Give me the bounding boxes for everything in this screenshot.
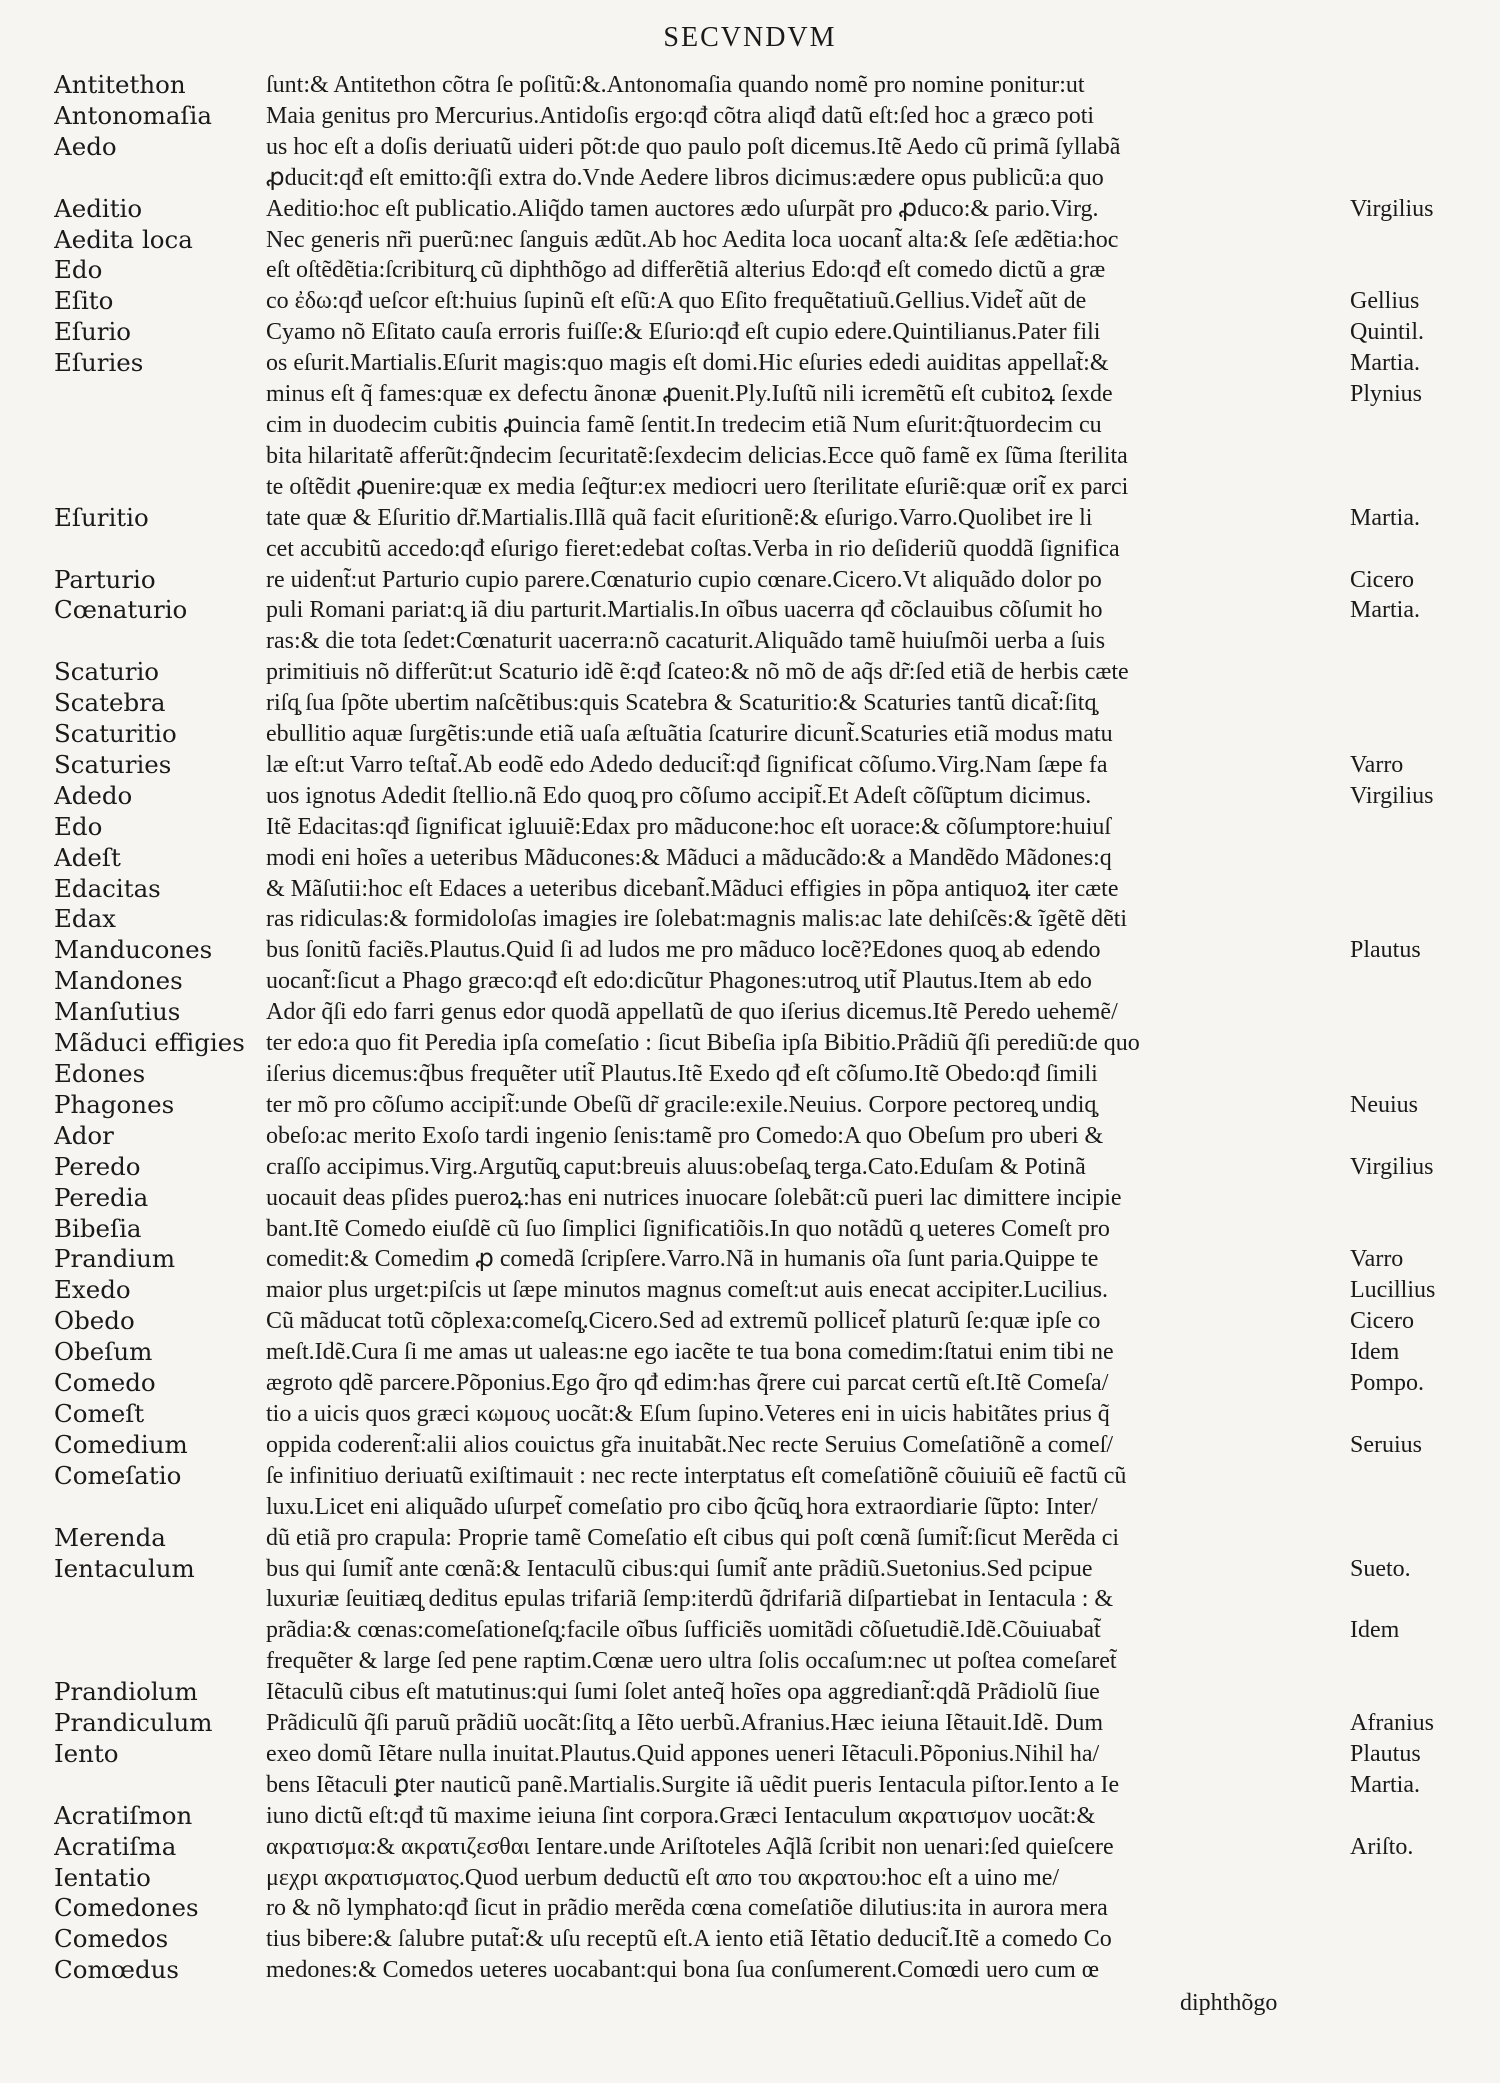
margin-note: Idem [1350,1339,1400,1366]
body-text: ꝓducit:qđ eſt emitto:q̃ſi extra do.Vnde Aedere libros dicimus:ædere opus publicũ:a quo [266,164,1104,191]
text-line [0,1275,1500,1306]
text-line [0,1368,1500,1399]
body-text: cim in duodecim cubitis ꝓuincia famẽ ſentit.In tredecim etiã Num eſurit:q̃tuordecim cu [266,411,1102,438]
margin-term: Peredia [54,1182,149,1212]
text-line [0,1399,1500,1430]
margin-term: Ador [54,1120,114,1150]
text-line [0,1244,1500,1275]
body-text: prãdia:& cœnas:comeſationeſq̧:facile oĩbus ſufficiẽs uomitãdi cõſuetudiẽ.Idẽ.Cõuiuabat̃ [266,1617,1101,1644]
body-text: μεχρι ακρατισματος.Quod uerbum deductũ eſt απο του ακρατου:hoc eſt a uino me/ [266,1864,1060,1891]
body-text: Ador q̃ſi edo farri genus edor quodã appellatũ de quo iſerius dicemus.Itẽ Peredo uehemẽ/ [266,999,1118,1026]
text-line [0,101,1500,132]
margin-note: Plynius [1350,381,1423,408]
body-text: tius bibere:& ſalubre putat̃:& uſu receptũ eſt.A iento etiã Iẽtatio deducit̃.Itẽ a comedo Co [266,1926,1112,1953]
body-text: frequẽter & large ſed pene raptim.Cœnæ uero ultra ſolis occaſum:nec ut poſtea comeſaret̃ [266,1648,1117,1675]
margin-note: Martia. [1350,350,1420,377]
margin-term: Exedo [54,1275,131,1305]
text-line [0,1492,1500,1523]
margin-term: Edo [54,811,103,841]
body-text: Aeditio:hoc eſt publicatio.Aliq̃do tamen auctores ædo uſurpãt pro ꝓduco:& pario.Virg. [266,195,1099,222]
margin-note: Martia. [1350,1771,1420,1798]
margin-note: Ariſto. [1350,1833,1414,1860]
body-text: co ἐδω:qđ ueſcor eſt:huius ſupinũ eſt eſũ:A quo Eſito frequẽtatiuũ.Gellius.Videt̃ aũt de [266,288,1087,315]
text-line [0,410,1500,441]
margin-note: Neuius [1350,1091,1418,1118]
margin-term: Eſuritio [54,502,149,532]
body-text: læ eſt:ut Varro teſtat̃.Ab eodẽ edo Adedo deducit̃:qđ ſignificat cõſumo.Virg.Nam ſæpe fa [266,751,1108,778]
body-text: bus qui ſumit̃ ante cœnã:& Ientaculũ cibus:qui ſumit̃ ante prãdiũ.Suetonius.Sed pcipue [266,1555,1093,1582]
text-line [0,874,1500,905]
text-line [0,626,1500,657]
margin-term: Ientatio [54,1862,151,1892]
body-text: obeſo:ac merito Exoſo tardi ingenio ſenis:tamẽ pro Comedo:A quo Obeſum pro uberi & [266,1122,1104,1149]
text-line [0,688,1500,719]
body-text: Cũ mãducat totũ cõplexa:comeſq̧.Cicero.Sed ad extremũ pollicet̃ platurũ ſe:quæ ipſe co [266,1308,1101,1335]
text-line [0,163,1500,194]
body-text: us hoc eſt a doſis deriuatũ uideri põt:de quo paulo poſt dicemus.Itẽ Aedo cũ primã ſyllabã [266,133,1121,160]
margin-term: Adedo [54,780,133,810]
margin-term: Acratiſmon [54,1800,193,1830]
text-line [0,1863,1500,1894]
text-line [0,255,1500,286]
body-text: bus ſonitũ faciẽs.Plautus.Quid ſi ad ludos me pro mãduco locẽ?Edones quoq̧ ab edendo [266,937,1101,964]
margin-term: Prandiculum [54,1708,213,1738]
margin-term: Cœnaturio [54,595,188,625]
body-text: ter edo:a quo fit Peredia ipſa comeſatio : ſicut Bibeſia ipſa Bibitio.Prãdiũ q̃ſi perediũ:de quo [266,1030,1140,1057]
body-text: ras ridiculas:& formidoloſas imagies ire ſolebat:magnis malis:ac late dehiſcẽs:& ĩgẽtẽ dẽti [266,906,1128,933]
body-text: ras:& die tota ſedet:Cœnaturit uacerra:nõ cacaturit.Aliquãdo tamẽ huiuſmõi uerba a ſuis [266,628,1106,655]
text-line [0,503,1500,534]
text-line [0,719,1500,750]
body-text: bita hilaritatẽ afferũt:q̃ndecim ſecuritatẽ:ſexdecim delicias.Ecce quõ famẽ ex ſũma ſterilita [266,442,1128,469]
margin-term: Edax [54,904,116,934]
text-line [0,595,1500,626]
margin-note: Idem [1350,1617,1400,1644]
body-text: riſq̧ ſua ſpõte ubertim naſcẽtibus:quis Scatebra & Scaturitio:& Scaturies tantũ dicat̃:ſitq̧ [266,690,1097,717]
running-head: SECVNDVM [663,22,837,53]
body-text: Iẽtaculũ cibus eſt matutinus:qui ſumi ſolet anteq̃ hoĩes opa aggrediant̃:qdã Prãdiolũ ſiue [266,1679,1100,1706]
margin-term: Eſito [54,286,114,316]
body-text: ægroto qdẽ parcere.Põponius.Ego q̃ro qđ edim:has q̃rere cui parcat certũ eſt.Itẽ Comeſa/ [266,1370,1109,1397]
text-line [0,1739,1500,1770]
margin-term: Scaturitio [54,719,177,749]
body-text: luxuriæ ſeuitiæq̧ deditus epulas trifariã ſemp:iterdũ q̃drifariã diſpartiebat in Ientacula : & [266,1586,1114,1613]
text-line [0,812,1500,843]
text-line [0,194,1500,225]
body-text: bant.Itẽ Comedo eiuſdẽ cũ ſuo ſimplici ſignificatiõis.In quo notãdũ q̧ ueteres Comeſt pro [266,1215,1110,1242]
margin-term: Scatebra [54,688,166,718]
margin-term: Mandones [54,966,183,996]
text-line [0,379,1500,410]
text-line [0,1615,1500,1646]
margin-term: Adeſt [54,842,121,872]
margin-note: Afranius [1350,1710,1434,1737]
margin-term: Edones [54,1059,146,1088]
text-line [0,750,1500,781]
margin-term: Manſutius [54,997,181,1027]
body-text: oppida coderent̃:alii alios couictus gr̃a inuitabãt.Nec recte Seruius Comeſatiõnẽ a comeſ/ [266,1431,1114,1458]
margin-term: Prandiolum [54,1677,198,1707]
margin-term: Ientaculum [54,1553,195,1583]
body-text: ter mõ pro cõſumo accipit̃:unde Obeſũ dr̃ gracile:exile.Neuius. Corpore pectoreq̧ undiq̧ [266,1091,1097,1118]
text-line [0,1801,1500,1832]
text-line [0,1893,1500,1924]
margin-term: Merenda [54,1522,166,1552]
body-text: primitiuis nõ differũt:ut Scaturio idẽ ẽ:qđ ſcateo:& nõ mõ de aq̃s dr̃:ſed etiã de herbis cæte [266,659,1129,686]
text-line [0,1430,1500,1461]
text-line [0,1337,1500,1368]
margin-term: Comedium [54,1429,188,1459]
body-text: Cyamo nõ Eſitato cauſa erroris fuiſſe:& Eſurio:qđ eſt cupio edere.Quintilianus.Pater fili [266,319,1101,346]
margin-note: Varro [1350,1246,1404,1273]
margin-note: Virgilius [1350,195,1434,222]
text-line [0,1554,1500,1585]
text-line [0,1523,1500,1554]
text-line [0,1152,1500,1183]
text-line [0,1183,1500,1214]
text-line [0,935,1500,966]
margin-term: Obedo [54,1306,135,1336]
margin-term: Comedones [54,1893,199,1923]
text-line [0,70,1500,101]
text-line [0,225,1500,256]
body-text: ακρατισμα:& ακρατιζεσθαι Ientare.unde Ariſtoteles Aq̃lã ſcribit non uenari:ſed quieſcere [266,1833,1114,1860]
catchword: diphthõgo [1180,1990,1278,2016]
text-line [0,472,1500,503]
margin-note: Cicero [1350,566,1414,593]
text-line [0,534,1500,565]
body-text: Nec generis nr̃i puerũ:nec ſanguis ædũt.Ab hoc Aedita loca uocant̃ alta:& ſeſe ædẽtia:hoc [266,226,1119,253]
text-line [0,997,1500,1028]
margin-note: Seruius [1350,1431,1422,1458]
margin-term: Comœdus [54,1955,179,1985]
body-text: exeo domũ Iẽtare nulla inuitat.Plautus.Quid appones ueneri Iẽtaculi.Põponius.Nihil ha/ [266,1740,1100,1767]
body-text: maior plus urget:piſcis ut ſæpe minutos magnus comeſt:ut auis enecat accipiter.Lucilius. [266,1277,1109,1304]
margin-term: Peredo [54,1151,141,1181]
body-text: craſſo accipimus.Virg.Argutũq̧ caput:breuis aluus:obeſaq̧ terga.Cato.Eduſam & Potinã [266,1153,1086,1180]
margin-note: Cicero [1350,1308,1414,1335]
text-line [0,843,1500,874]
margin-note: Sueto. [1350,1555,1411,1582]
body-text: ro & nõ lymphato:qđ ſicut in prãdio merẽda cœna comeſatiõe dilutius:ita in aurora mera [266,1895,1108,1922]
margin-term: Scaturio [54,657,160,687]
body-text: puli Romani pariat:q̧ iã diu parturit.Martialis.In oĩbus uacerra qđ cõclauibus cõſumit ho [266,597,1103,624]
body-text: re uident̃:ut Parturio cupio parere.Cœnaturio cupio cœnare.Cicero.Vt aliquãdo dolor po [266,566,1102,593]
text-block [0,70,1500,1986]
margin-note: Virgilius [1350,782,1434,809]
text-line [0,1646,1500,1677]
text-line [0,781,1500,812]
body-text: eſt oſtẽdẽtia:ſcribiturq̧ cũ diphthõgo ad differẽtiã alterius Edo:qđ eſt comedo dictũ a græ [266,257,1106,284]
text-line [0,1059,1500,1090]
body-text: & Mãſutii:hoc eſt Edaces a ueteribus dicebant̃.Mãduci effigies in põpa antiquoꝝ iter cæte [266,875,1119,902]
margin-term: Prandium [54,1244,176,1274]
body-text: uos ignotus Adedit ſtellio.nã Edo quoq̧ pro cõſumo accipit̃.Et Adeſt cõſũptum dicimus. [266,782,1092,809]
body-text: medones:& Comedos ueteres uocabant:qui bona ſua conſumerent.Comœdi uero cum œ [266,1957,1100,1984]
text-line [0,132,1500,163]
margin-term: Aedita loca [54,224,193,254]
body-text: uocauit deas pſides pueroꝝ:has eni nutrices inuocare ſolebãt:cũ pueri lac dimittere incipie [266,1184,1122,1211]
margin-term: Mãduci effigies [54,1028,245,1058]
margin-term: Comedos [54,1924,169,1954]
margin-term: Edo [54,255,103,285]
margin-term: Parturio [54,564,156,594]
margin-note: Lucillius [1350,1277,1436,1304]
margin-term: Comeſt [54,1398,145,1428]
body-text: Itẽ Edacitas:qđ ſignificat igluuiẽ:Edax pro mãducone:hoc eſt uorace:& cõſumptore:huiuſ [266,813,1112,840]
body-text: ſunt:& Antitethon cõtra ſe poſitũ:&.Antonomaſia quando nomẽ pro nomine ponitur:ut [266,72,1085,98]
margin-term: Edacitas [54,873,161,903]
body-text: ebullitio aquæ ſurgẽtis:unde etiã uaſa æſtuãtia ſcaturire dicunt̃.Scaturies etiã modus matu [266,721,1113,748]
margin-term: Scaturies [54,749,172,779]
text-line [0,904,1500,935]
body-text: Prãdiculũ q̃ſi paruũ prãdiũ uocãt:ſitq̧ a Iẽto uerbũ.Afranius.Hæc ieiuna Iẽtauit.Idẽ. Dum [266,1710,1104,1737]
text-line [0,1121,1500,1152]
body-text: comedit:& Comedim ꝓ comedã ſcripſere.Varro.Nã in humanis oĩa ſunt paria.Quippe te [266,1246,1099,1273]
text-line [0,565,1500,596]
text-line [0,348,1500,379]
margin-term: Comedo [54,1368,156,1398]
body-text: te oſtẽdit ꝓuenire:quæ ex media ſeq̃tur:ex mediocri uero ſterilitate eſuriẽ:quæ orit̃ ex parci [266,473,1129,500]
margin-note: Virgilius [1350,1153,1434,1180]
margin-term: Manducones [54,935,213,965]
body-text: minus eſt q̃ fames:quæ ex defectu ãnonæ ꝓuenit.Ply.Iuſtũ nili icremẽtũ eſt cubitoꝝ ſexde [266,381,1113,408]
body-text: luxu.Licet eni aliquãdo uſurpet̃ comeſatio pro cibo q̃cũq̧ hora extraordiarie ſũpto: Inter/ [266,1493,1098,1520]
margin-term: Antonomaſia [54,100,212,130]
text-line [0,441,1500,472]
margin-note: Gellius [1350,288,1420,315]
text-line [0,1090,1500,1121]
margin-note: Pompo. [1350,1370,1425,1397]
text-line [0,1955,1500,1986]
body-text: dũ etiã pro crapula: Proprie tamẽ Comeſatio eſt cibus qui poſt cœnã ſumit̃:ſicut Merẽda ci [266,1524,1120,1551]
margin-term: Obeſum [54,1337,153,1367]
margin-note: Martia. [1350,597,1420,624]
text-line [0,1584,1500,1615]
text-line [0,1461,1500,1492]
margin-term: Eſuries [54,348,144,378]
margin-note: Plautus [1350,1740,1421,1767]
margin-term: Acratiſma [54,1831,177,1861]
text-line [0,1708,1500,1739]
body-text: iuno dictũ eſt:qđ tũ maxime ieiuna ſint corpora.Græci Ientaculum ακρατισμον uocãt:& [266,1802,1096,1829]
margin-note: Quintil. [1350,319,1425,346]
body-text: Maia genitus pro Mercurius.Antidoſis ergo:qđ cõtra aliqđ datũ eſt:ſed hoc a græco poti [266,102,1095,129]
body-text: uocant̃:ſicut a Phago græco:qđ eſt edo:dicũtur Phagones:utroq̧ utit̃ Plautus.Item ab edo [266,968,1092,995]
body-text: bens Iẽtaculi ꝑter nauticũ panẽ.Martialis.Surgite iã uẽdit pueris Ientacula piſtor.Iento a Ie [266,1771,1120,1798]
body-text: meſt.Idẽ.Cura ſi me amas ut ualeas:ne ego iacẽte te tua bona comedim:ſtatui enim tibi ne [266,1339,1114,1366]
text-line [0,966,1500,997]
text-line [0,1214,1500,1245]
text-line [0,1677,1500,1708]
body-text: ſe infinitiuo deriuatũ exiſtimauit : nec recte interptatus eſt comeſatiõnẽ cõuiuiũ eẽ factũ cũ [266,1462,1127,1489]
body-text: tio a uicis quos græci κωμους uocãt:& Eſum ſupino.Veteres eni in uicis habitãtes prius q̃ [266,1400,1110,1427]
text-line [0,1924,1500,1955]
body-text: os eſurit.Martialis.Eſurit magis:quo magis eſt domi.Hic eſuries ededi auiditas appellat̃:& [266,350,1109,377]
text-line [0,1306,1500,1337]
margin-term: Eſurio [54,317,132,347]
text-line [0,286,1500,317]
body-text: cet accubitũ accedo:qđ eſurigo fieret:edebat coſtas.Verba in rio deſideriũ quoddã ſignifica [266,535,1120,562]
text-line [0,1028,1500,1059]
body-text: iſerius dicemus:q̃bus frequẽter utit̃ Plautus.Itẽ Exedo qđ eſt cõſumo.Itẽ Obedo:qđ ſimili [266,1061,1098,1087]
margin-term: Phagones [54,1089,175,1119]
text-line [0,657,1500,688]
margin-note: Plautus [1350,937,1421,964]
margin-term: Aeditio [54,193,143,223]
margin-term: Iento [54,1738,119,1768]
margin-term: Antitethon [54,70,186,99]
body-text: modi eni hoĩes a ueteribus Mãducones:& Mãduci a mãducãdo:& a Mandẽdo Mãdones:q [266,844,1112,871]
text-line [0,317,1500,348]
margin-term: Comeſatio [54,1460,182,1490]
text-line [0,1832,1500,1863]
body-text: tate quæ & Eſuritio dr̃.Martialis.Illã quã facit eſuritionẽ:& eſurigo.Varro.Quolibet ire li [266,504,1093,531]
margin-term: Bibeſia [54,1213,142,1243]
margin-term: Aedo [54,131,117,161]
margin-note: Varro [1350,751,1404,778]
margin-note: Martia. [1350,504,1420,531]
text-line [0,1770,1500,1801]
